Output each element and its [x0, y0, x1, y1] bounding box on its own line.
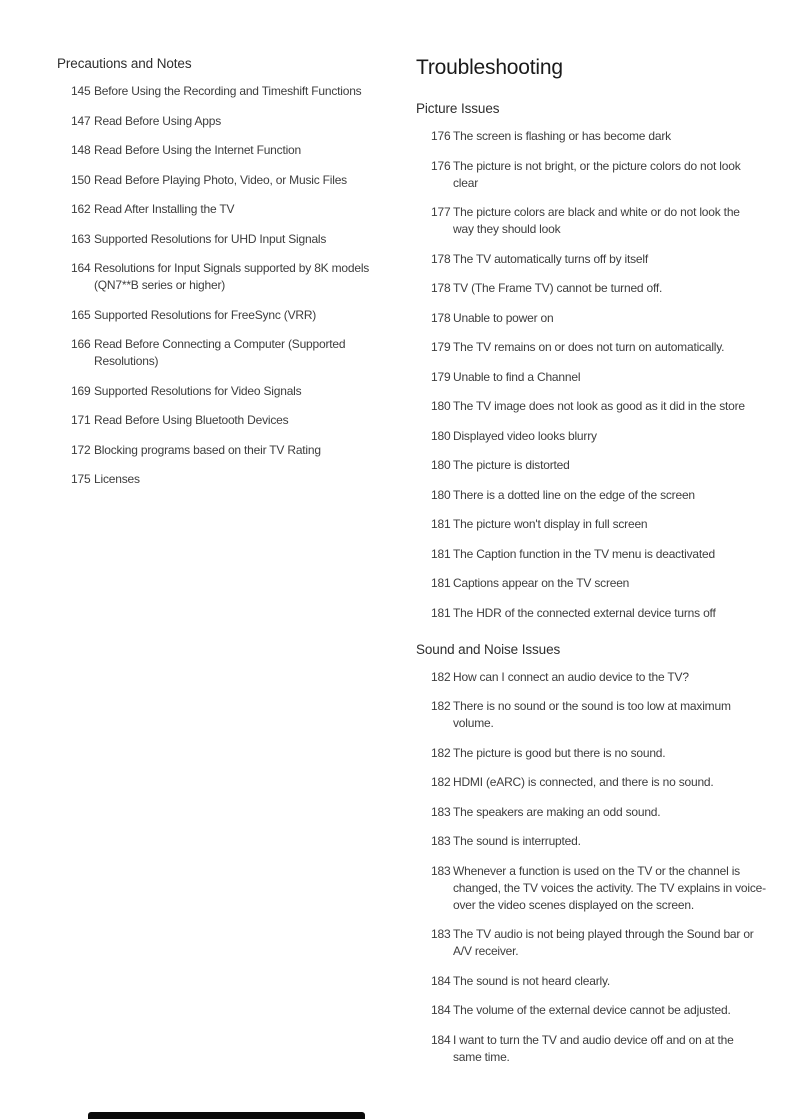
toc-entry[interactable]: [431, 339, 788, 356]
entry-title-line: The picture is distorted: [453, 458, 570, 472]
entry-title: [94, 113, 221, 130]
entry-title-line: Unable to power on: [453, 310, 554, 325]
entry-title: [453, 369, 580, 386]
toc-entry[interactable]: [71, 113, 407, 130]
entry-title: [94, 412, 288, 429]
toc-entry[interactable]: [71, 172, 407, 189]
entry-title-line: TV (The Frame TV) cannot be turned off.: [453, 281, 663, 295]
entry-page-number: 177: [431, 205, 451, 219]
entry-title-line: Resolutions): [94, 354, 159, 368]
entry-title-line: A/V receiver.: [453, 944, 519, 958]
entry-title-line: Read Before Using the Internet Function: [94, 143, 301, 157]
entry-title-line: Resolutions for Input Signals supported by 8K models: [94, 261, 370, 275]
entry-title: [94, 231, 326, 248]
entry-title: [453, 204, 740, 238]
entry-title: [453, 487, 695, 504]
entry-title-line: volume.: [453, 716, 494, 730]
entry-title: [453, 774, 714, 791]
entry-title-line: Supported Resolutions for FreeSync (VRR): [94, 307, 317, 322]
entry-title: [94, 471, 140, 488]
entry-title-line: same time.: [453, 1049, 510, 1064]
entry-title: [453, 516, 647, 533]
entry-page-number: 165: [71, 307, 91, 322]
left-column: [57, 55, 407, 501]
entry-title: [453, 698, 731, 732]
entry-title: [94, 201, 234, 218]
entry-title: [94, 83, 361, 100]
entry-title-line: The sound is not heard clearly.: [453, 973, 611, 988]
entry-page-number: 150: [71, 172, 91, 187]
entry-title: [94, 307, 316, 324]
entry-title-line: The HDR of the connected external device turns off: [453, 605, 716, 620]
entry-title-line: (QN7**B series or higher): [94, 278, 226, 292]
entry-title-line: The speakers are making an odd sound.: [453, 804, 661, 819]
entry-page-number: 147: [71, 113, 91, 128]
entry-page-number: 180: [431, 458, 451, 472]
toc-entry[interactable]: [431, 369, 788, 386]
entry-title-line: over the video scenes displayed on the screen.: [453, 897, 694, 912]
entry-page-number: 183: [431, 927, 451, 941]
entry-page-number: 181: [431, 576, 451, 590]
chapter-heading-troubleshooting: Troubleshooting: [416, 56, 563, 79]
entry-title: [453, 575, 629, 592]
toc-entry[interactable]: [431, 926, 788, 960]
entry-title-line: The TV audio is not being played through the Sound bar or: [453, 927, 754, 941]
entry-page-number: 172: [71, 442, 91, 457]
toc-entry[interactable]: [431, 575, 788, 592]
toc-entry[interactable]: [431, 204, 788, 238]
entry-title: [94, 172, 347, 189]
entry-page-number: 164: [71, 261, 91, 275]
entry-title-line: way they should look: [453, 222, 561, 236]
toc-entry[interactable]: [431, 698, 788, 732]
toc-section: [416, 100, 788, 622]
toc-entry[interactable]: [431, 487, 788, 504]
entry-page-number: 182: [431, 775, 451, 789]
entry-page-number: 182: [431, 699, 451, 713]
toc-entry[interactable]: [431, 457, 788, 474]
entry-page-number: 181: [431, 605, 451, 620]
entry-title: [94, 442, 321, 459]
entry-page-number: 166: [71, 337, 91, 351]
entry-title: [453, 428, 597, 445]
entry-title: [453, 804, 660, 821]
toc-entry[interactable]: [71, 142, 407, 159]
entry-title-line: There is no sound or the sound is too low at maximum: [453, 699, 731, 713]
entry-page-number: 180: [431, 487, 451, 502]
toc-entry[interactable]: [431, 428, 788, 445]
entry-title: [453, 926, 754, 960]
entry-title: [453, 1002, 731, 1019]
entry-title-line: The screen is flashing or has become dark: [453, 129, 671, 143]
toc-entry[interactable]: [431, 128, 788, 145]
entry-page-number: 162: [71, 202, 91, 216]
entry-title: [453, 310, 553, 327]
entry-title-line: I want to turn the TV and audio device off and on at the: [453, 1032, 734, 1047]
entry-title-line: Read Before Using Apps: [94, 113, 222, 128]
entry-title-line: Blocking programs based on their TV Rating: [94, 442, 321, 457]
entry-page-number: 182: [431, 669, 451, 684]
entry-title: [453, 1032, 734, 1066]
entry-title-line: changed, the TV voices the activity. The TV explains in voice-: [453, 880, 766, 895]
toc-entry[interactable]: [71, 471, 407, 488]
entry-page-number: 163: [71, 231, 91, 246]
entry-title: [94, 383, 301, 400]
toc-entry[interactable]: [431, 804, 788, 821]
entry-title-line: clear: [453, 175, 479, 190]
right-column-sections: [416, 100, 788, 1066]
toc-entry[interactable]: [431, 280, 788, 297]
toc-entry[interactable]: [71, 83, 407, 100]
horizontal-scrollbar-thumb[interactable]: [88, 1112, 365, 1119]
entry-page-number: 171: [71, 413, 91, 427]
entry-page-number: 169: [71, 383, 91, 398]
toc-entry[interactable]: [431, 310, 788, 327]
toc-entry[interactable]: [431, 158, 788, 192]
entry-title-line: The Caption function in the TV menu is deactivated: [453, 546, 715, 561]
entry-title: [94, 336, 345, 370]
toc-entry[interactable]: [71, 412, 407, 429]
entry-title-line: Unable to find a Channel: [453, 369, 581, 384]
toc-entry[interactable]: [431, 1032, 788, 1066]
entry-title-line: Before Using the Recording and Timeshift Functions: [94, 84, 362, 98]
toc-entry[interactable]: [431, 774, 788, 791]
entry-title: [453, 546, 715, 563]
entry-title-line: Displayed video looks blurry: [453, 428, 597, 443]
toc-entry[interactable]: [431, 833, 788, 850]
left-column-entries: [57, 83, 407, 488]
entry-title-line: Read Before Playing Photo, Video, or Music Files: [94, 172, 347, 187]
entry-page-number: 145: [71, 84, 91, 98]
section-heading-precautions-and-notes: Precautions and Notes: [57, 56, 192, 71]
right-column: [416, 55, 788, 1078]
entry-title-line: There is a dotted line on the edge of the screen: [453, 487, 695, 502]
entry-title-line: The TV remains on or does not turn on automatically.: [453, 340, 725, 354]
entry-title-line: The picture colors are black and white or do not look the: [453, 205, 740, 219]
entry-title: [453, 833, 581, 850]
entry-title: [94, 142, 301, 159]
entry-page-number: 179: [431, 369, 451, 384]
toc-section-entries: [416, 669, 788, 1066]
entry-title-line: How can I connect an audio device to the TV?: [453, 669, 689, 684]
entry-title: [453, 457, 570, 474]
entry-title: [453, 251, 648, 268]
entry-title-line: Supported Resolutions for UHD Input Signals: [94, 231, 327, 246]
toc-entry[interactable]: [431, 669, 788, 686]
toc-entry[interactable]: [431, 973, 788, 990]
entry-title: [453, 669, 689, 686]
toc-section-heading: Picture Issues: [416, 101, 500, 116]
entry-title-line: Read After Installing the TV: [94, 202, 235, 216]
entry-page-number: 176: [431, 129, 451, 143]
entry-page-number: 181: [431, 517, 451, 531]
toc-entry[interactable]: [71, 307, 407, 324]
toc-section-heading: Sound and Noise Issues: [416, 641, 561, 657]
toc-entry[interactable]: [431, 251, 788, 268]
entry-title: [453, 863, 766, 914]
entry-page-number: 183: [431, 834, 451, 848]
toc-entry[interactable]: [71, 442, 407, 459]
entry-title-line: The TV automatically turns off by itself: [453, 251, 648, 266]
toc-entry[interactable]: [71, 383, 407, 400]
entry-title-line: The sound is interrupted.: [453, 834, 581, 848]
entry-page-number: 184: [431, 973, 451, 988]
entry-page-number: 178: [431, 251, 451, 266]
entry-title-line: Captions appear on the TV screen: [453, 576, 630, 590]
toc-entry[interactable]: [431, 516, 788, 533]
entry-title-line: Read Before Connecting a Computer (Supported: [94, 337, 346, 351]
entry-page-number: 180: [431, 399, 451, 413]
entry-title-line: Licenses: [94, 472, 140, 486]
entry-title-line: Read Before Using Bluetooth Devices: [94, 413, 289, 427]
toc-entry[interactable]: [71, 260, 407, 294]
entry-page-number: 183: [431, 804, 451, 819]
toc-entry[interactable]: [431, 398, 788, 415]
toc-entry[interactable]: [431, 1002, 788, 1019]
entry-page-number: 180: [431, 428, 451, 443]
entry-page-number: 178: [431, 281, 451, 295]
entry-title: [453, 973, 610, 990]
toc-entry[interactable]: [71, 231, 407, 248]
entry-title-line: Supported Resolutions for Video Signals: [94, 383, 302, 398]
entry-title: [453, 745, 665, 762]
toc-section: [416, 641, 788, 1066]
toc-entry[interactable]: [431, 546, 788, 563]
entry-title-line: The picture won't display in full screen: [453, 517, 648, 531]
entry-page-number: 148: [71, 143, 91, 157]
entry-title: [453, 158, 741, 192]
toc-section-entries: [416, 128, 788, 622]
entry-page-number: 179: [431, 340, 451, 354]
entry-title: [453, 280, 662, 297]
entry-page-number: 176: [431, 158, 451, 173]
entry-page-number: 183: [431, 863, 451, 878]
entry-title: [453, 128, 671, 145]
entry-title: [94, 260, 369, 294]
entry-page-number: 175: [71, 472, 91, 486]
entry-title: [453, 398, 745, 415]
entry-page-number: 178: [431, 310, 451, 325]
entry-title-line: The TV image does not look as good as it did in the store: [453, 399, 745, 413]
toc-entry[interactable]: [431, 605, 788, 622]
toc-entry[interactable]: [431, 745, 788, 762]
entry-title-line: HDMI (eARC) is connected, and there is no sound.: [453, 775, 714, 789]
toc-entry[interactable]: [431, 863, 788, 914]
entry-title-line: The volume of the external device cannot be adjusted.: [453, 1003, 731, 1017]
entry-page-number: 182: [431, 745, 451, 760]
toc-entry[interactable]: [71, 201, 407, 218]
entry-title: [453, 339, 724, 356]
entry-page-number: 181: [431, 546, 451, 561]
entry-title-line: The picture is not bright, or the picture colors do not look: [453, 158, 741, 173]
entry-page-number: 184: [431, 1032, 451, 1047]
toc-entry[interactable]: [71, 336, 407, 370]
entry-title: [453, 605, 716, 622]
entry-title-line: The picture is good but there is no sound.: [453, 745, 666, 760]
entry-page-number: 184: [431, 1003, 451, 1017]
entry-title-line: Whenever a function is used on the TV or the channel is: [453, 863, 740, 878]
